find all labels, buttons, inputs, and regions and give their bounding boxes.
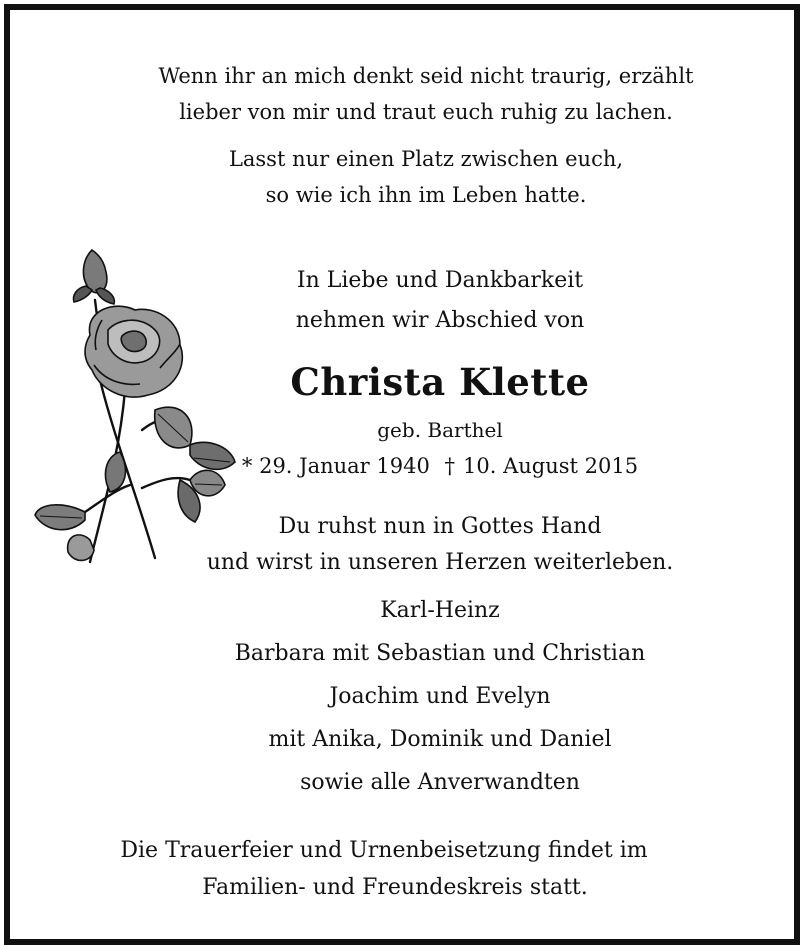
quote-line-3: Lasst nur einen Platz zwischen euch, bbox=[228, 147, 624, 171]
death-date: 10. August 2015 bbox=[463, 454, 639, 478]
intro-line-2: nehmen wir Abschied von bbox=[295, 308, 585, 333]
quote-line-2: lieber von mir und traut euch ruhig zu lachen. bbox=[179, 100, 673, 124]
death-symbol: † bbox=[444, 454, 456, 478]
mourner-2: Barbara mit Sebastian und Christian bbox=[234, 641, 646, 666]
quote-line-4: so wie ich ihn im Leben hatte. bbox=[265, 183, 587, 207]
notice-text-2: Familien- und Freundeskreis statt. bbox=[202, 875, 588, 900]
maiden-name: geb. Barthel bbox=[377, 418, 503, 442]
verse-line-2: und wirst in unseren Herzen weiterleben. bbox=[206, 550, 674, 575]
notice-line-2 bbox=[0, 875, 800, 900]
mourner-4: mit Anika, Dominik und Daniel bbox=[268, 727, 612, 752]
birth-date: 29. Januar 1940 bbox=[259, 454, 430, 478]
birth-symbol: * bbox=[241, 454, 253, 478]
notice-line-1 bbox=[0, 838, 800, 863]
life-dates bbox=[90, 454, 790, 478]
mourner-5: sowie alle Anverwandten bbox=[300, 770, 580, 795]
verse-line-1: Du ruhst nun in Gottes Hand bbox=[278, 514, 602, 539]
quote-line-1: Wenn ihr an mich denkt seid nicht traurig, erzählt bbox=[158, 64, 694, 88]
deceased-name: Christa Klette bbox=[290, 360, 590, 404]
notice-text-1: Die Trauerfeier und Urnenbeisetzung findet im bbox=[120, 838, 648, 863]
mourner-3: Joachim und Evelyn bbox=[329, 684, 551, 709]
mourner-1: Karl-Heinz bbox=[380, 598, 500, 623]
intro-line-1: In Liebe und Dankbarkeit bbox=[296, 268, 584, 293]
